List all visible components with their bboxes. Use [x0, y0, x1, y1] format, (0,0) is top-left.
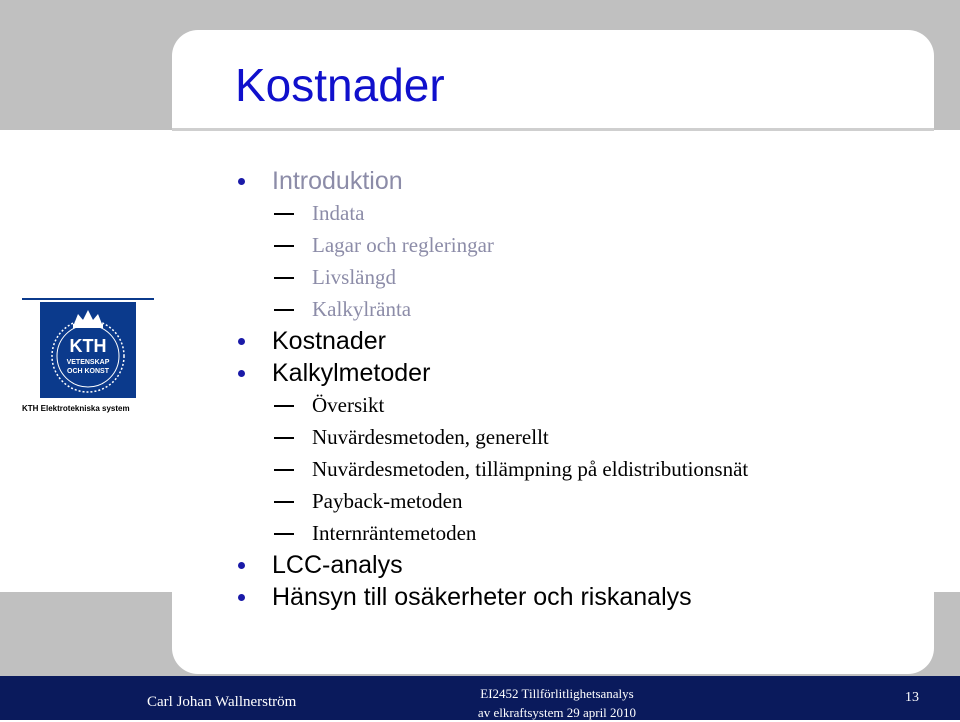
footer-course: [462, 684, 652, 722]
outline-subitem: [236, 261, 926, 293]
outline-subitem: [236, 517, 926, 549]
slide-title: Kostnader: [235, 59, 445, 111]
logo-line-3: OCH KONST: [67, 368, 109, 375]
outline-item: [236, 549, 926, 581]
outline-item-label: Nuvärdesmetoden, generellt: [312, 425, 549, 449]
outline-item-label: Livslängd: [312, 265, 396, 289]
bullet-icon: [238, 562, 245, 569]
outline-item-label: Indata: [312, 201, 365, 225]
outline-subitem: [236, 229, 926, 261]
logo-kth-text: KTH: [69, 336, 107, 356]
outline-item-label: Kalkylränta: [312, 297, 412, 321]
slide-outline: [236, 165, 926, 613]
footer-course-line-1: EI2452 Tillförlitlighetsanalys: [480, 686, 634, 701]
outline-item-label: Kalkylmetoder: [272, 359, 431, 387]
dash-icon: [274, 309, 294, 311]
dash-icon: [274, 405, 294, 407]
outline-subitem: [236, 421, 926, 453]
logo-line-2: VETENSKAP: [66, 359, 110, 366]
bullet-icon: [238, 594, 245, 601]
dash-icon: [274, 437, 294, 439]
outline-item: [236, 581, 926, 613]
outline-item-label: Internräntemetoden: [312, 521, 477, 545]
outline-item: [236, 325, 926, 357]
outline-subitem: [236, 197, 926, 229]
outline-item-label: Lagar och regleringar: [312, 233, 494, 257]
outline-item-label: LCC-analys: [272, 551, 403, 579]
footer-author: Carl Johan Wallnerström: [147, 694, 297, 710]
outline-item-label: Introduktion: [272, 167, 403, 195]
outline-item: [236, 357, 926, 389]
logo-top-line: [22, 298, 154, 300]
dash-icon: [274, 533, 294, 535]
outline-subitem: [236, 389, 926, 421]
outline-item-label: Payback-metoden: [312, 489, 463, 513]
kth-logo: [22, 298, 154, 416]
bullet-icon: [238, 370, 245, 377]
dash-icon: [274, 501, 294, 503]
dash-icon: [274, 213, 294, 215]
dash-icon: [274, 245, 294, 247]
title-divider: [172, 128, 934, 131]
footer-course-line-2: av elkraftsystem 29 april 2010: [477, 705, 637, 720]
dash-icon: [274, 277, 294, 279]
bullet-icon: [238, 338, 245, 345]
outline-item: [236, 165, 926, 197]
outline-item-label: Översikt: [312, 393, 385, 417]
outline-item-label: Kostnader: [272, 327, 386, 355]
page-number: 13: [905, 690, 919, 705]
bullet-icon: [238, 178, 245, 185]
dash-icon: [274, 469, 294, 471]
outline-item-label: Nuvärdesmetoden, tillämpning på eldistributionsnät: [312, 457, 749, 481]
logo-caption: KTH Elektrotekniska system: [22, 404, 130, 413]
kth-crest-icon: [40, 302, 136, 398]
outline-subitem: [236, 453, 926, 485]
outline-subitem: [236, 293, 926, 325]
outline-subitem: [236, 485, 926, 517]
outline-item-label: Hänsyn till osäkerheter och riskanalys: [272, 583, 692, 611]
